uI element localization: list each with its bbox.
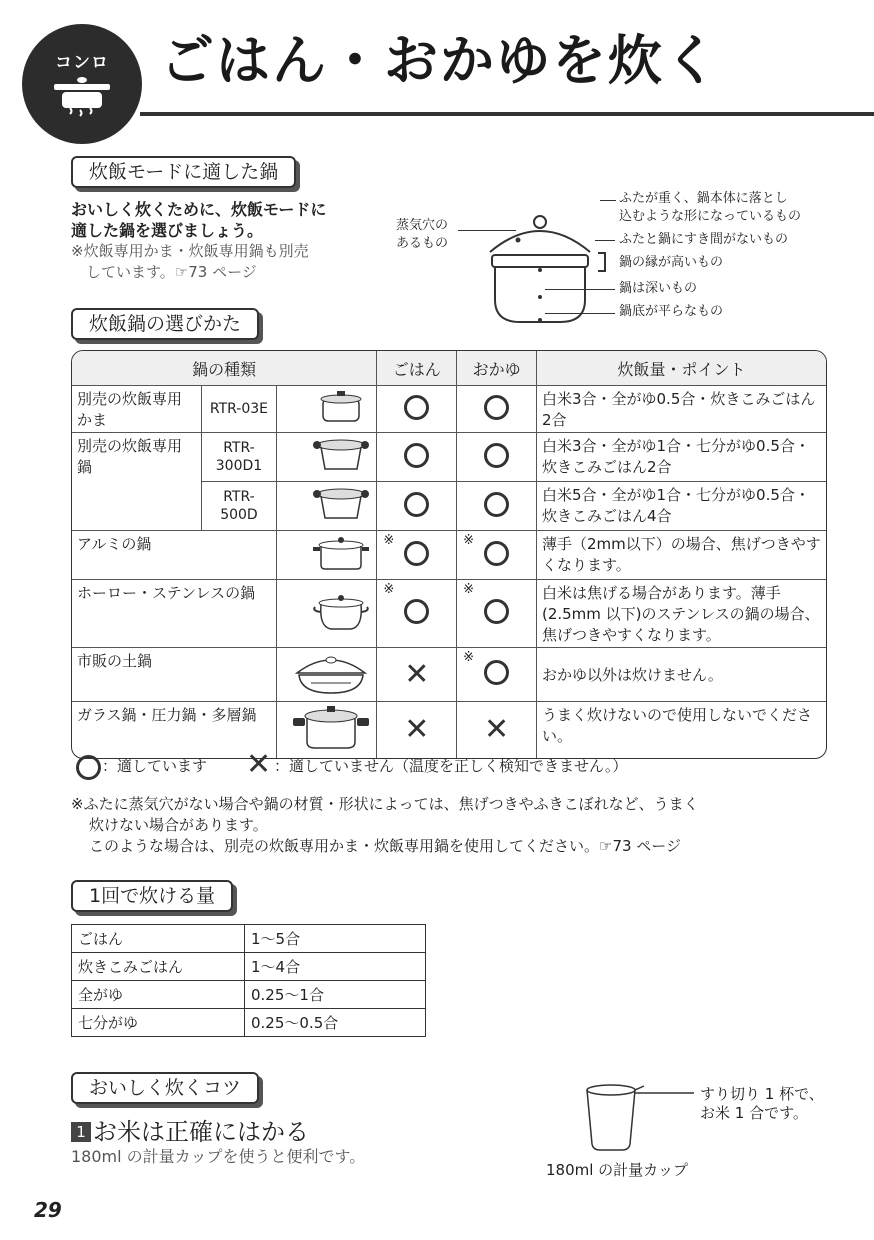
leader-bracket [598,252,606,272]
section-tab-tips: おいしく炊くコツ [71,1072,259,1104]
diagram-label-deep: 鍋は深いもの [619,281,698,296]
table-row [72,953,426,981]
leader-line [595,240,615,241]
pot-selection-table [71,350,827,759]
point-text: うまく炊けないので使用しないでください。 [541,706,812,745]
leader-line [458,230,516,231]
porridge-suitability [457,433,537,482]
note-mark: ※ [463,582,475,597]
category-badge [22,24,142,144]
pot-type: ホーロー・ステンレスの鍋 [72,580,277,648]
note-mark: ※ [383,582,395,597]
measuring-cup-icon [584,1080,694,1156]
page-title: ごはん・おかゆを炊く [160,29,720,92]
pot-type: 別売の炊飯専用かま [72,386,202,433]
lead-line-2: 適した鍋を選びましょう。 [71,221,264,240]
ok-circle-icon [404,443,429,468]
leader-line [545,313,615,314]
point-text: おかゆ以外は炊けません。 [537,648,826,702]
porridge-suitability [457,648,537,702]
porridge-suitability [457,580,537,648]
legend-ok-text: ：適しています [102,757,208,775]
step-title: お米は正確にはかる [93,1118,309,1146]
cup-caption: 180ml の計量カップ [546,1161,689,1179]
table-row [72,648,826,702]
clay-pot-icon [291,651,371,695]
pot-type: ガラス鍋・圧力鍋・多層鍋 [72,702,277,758]
diagram-label-steam-2: あるもの [396,236,449,251]
table-header-row [72,351,826,386]
diagram-label-gap: ふたと鍋にすき間がないもの [619,232,789,247]
porridge-suitability [457,531,537,580]
amount-value: 0.25～0.5合 [245,1009,426,1037]
ok-circle-icon [404,541,429,566]
point-text: 白米は焦げる場合があります。薄手(2.5mm 以下)のステンレスの鍋の場合、焦げつきやすくなります。 [537,580,826,648]
section-tab-amount: 1回で炊ける量 [71,880,233,912]
table-row [72,702,826,758]
amount-table [71,924,426,1037]
page-number: 29 [34,1198,62,1222]
pot-model: RTR-500D [202,482,278,531]
ng-cross-icon: ✕ [404,712,430,747]
header-porridge: おかゆ [457,351,537,386]
table-row [72,981,426,1009]
step-heading [71,1112,309,1147]
diagram-label-rim: 鍋の縁が高いもの [619,255,724,270]
amount-label: 炊きこみごはん [72,953,245,981]
amount-value: 1～4合 [245,953,426,981]
amount-value: 1～5合 [245,925,426,953]
legend-ng-text: ：適していません（温度を正しく検知できません。） [274,757,628,775]
header-pot-type: 鍋の種類 [72,351,377,386]
pot-type: 別売の炊飯専用鍋 [72,433,202,531]
ok-circle-icon [484,660,509,685]
amount-label: 全がゆ [72,981,245,1009]
pot-type: アルミの鍋 [72,531,277,580]
note-mark: ※ [463,533,475,548]
rice-suitability [377,648,457,702]
leader-line [600,200,616,201]
porridge-suitability [457,386,537,433]
section-tab-suitable-pot: 炊飯モードに適した鍋 [71,156,296,188]
ok-circle-icon [484,443,509,468]
ok-circle-icon [484,541,509,566]
note-mark: ※ [383,533,395,548]
legend-ok-circle-icon [76,755,101,780]
ng-cross-icon: ✕ [404,656,430,692]
pot-diagram [470,200,630,330]
rice-suitability [377,580,457,648]
note-line-1: ※炊飯専用かま・炊飯専用鍋も別売 [71,242,309,260]
pot-icon [52,74,112,124]
rice-suitability [377,433,457,482]
table-row [72,925,426,953]
footnote-line-3: このような場合は、別売の炊飯専用かま・炊飯専用鍋を使用してください。☞73 ページ [89,837,682,855]
rice-cooker-pot-icon [311,389,371,425]
pot-type: 市販の土鍋 [72,648,277,702]
enamel-pot-icon [311,591,371,633]
ok-circle-icon [484,395,509,420]
pot-image [277,648,377,702]
table-row [72,1009,426,1037]
ng-cross-icon: ✕ [484,712,510,747]
porridge-suitability [457,482,537,531]
ok-circle-icon [484,492,509,517]
point-text: 薄手（2mm以下）の場合、焦げつきやすくなります。 [537,531,826,580]
footnote-line-2: 炊けない場合があります。 [89,816,268,834]
amount-label: ごはん [72,925,245,953]
table-row [72,433,826,482]
aluminum-pot-icon [311,533,371,573]
pot-model: RTR-300D1 [202,433,278,482]
table-row [72,531,826,580]
amount-label: 七分がゆ [72,1009,245,1037]
title-underline [140,112,874,116]
legend-ng-cross-icon: ✕ [246,747,272,782]
cup-note-line-1: すり切り 1 杯で、 [700,1085,824,1103]
diagram-label-flat: 鍋底が平らなもの [619,304,724,319]
pot-image [277,531,377,580]
point-text: 白米3合・全がゆ1合・七分がゆ0.5合・炊きこみごはん2合 [537,433,826,482]
header-point: 炊飯量・ポイント [537,351,826,386]
leader-line [545,289,615,290]
amount-value: 0.25～1合 [245,981,426,1009]
rice-suitability [377,531,457,580]
header-rice: ごはん [377,351,457,386]
ok-circle-icon [404,395,429,420]
porridge-suitability [457,702,537,758]
diagram-label-lid-2: 込むような形になっているもの [619,209,802,224]
point-text: 白米5合・全がゆ1合・七分がゆ0.5合・炊きこみごはん4合 [537,482,826,531]
pot-image [277,386,377,433]
pot-image [277,482,377,531]
ok-circle-icon [484,599,509,624]
cup-note-line-2: お米 1 合です。 [700,1104,808,1122]
rice-suitability [377,386,457,433]
lead-line-1: おいしく炊くために、炊飯モードに [71,200,327,219]
rice-suitability [377,702,457,758]
section-tab-pot-selection: 炊飯鍋の選びかた [71,308,259,340]
diagram-label-steam-1: 蒸気穴の [396,218,449,233]
pressure-pot-icon [291,704,371,752]
rice-pot-icon [311,435,371,475]
ok-circle-icon [404,492,429,517]
note-mark: ※ [463,650,475,665]
step-text: 180ml の計量カップを使うと便利です。 [71,1147,366,1166]
pot-image [277,433,377,482]
pot-image [277,702,377,758]
note-line-2: しています。☞73 ページ [86,263,257,281]
ok-circle-icon [404,599,429,624]
footnote-line-1: ※ふたに蒸気穴がない場合や鍋の材質・形状によっては、焦げつきやふきこぼれなど、うまく [71,795,699,813]
pot-image [277,580,377,648]
table-row [72,580,826,648]
table-row [72,386,826,433]
point-text: 白米3合・全がゆ0.5合・炊きこみごはん2合 [537,386,826,433]
badge-label: コンロ [55,53,109,73]
rice-suitability [377,482,457,531]
rice-pot-icon [311,484,371,524]
pot-model: RTR-03E [202,386,278,433]
diagram-label-lid-1: ふたが重く、鍋本体に落とし [619,191,788,206]
step-number: 1 [71,1122,91,1142]
